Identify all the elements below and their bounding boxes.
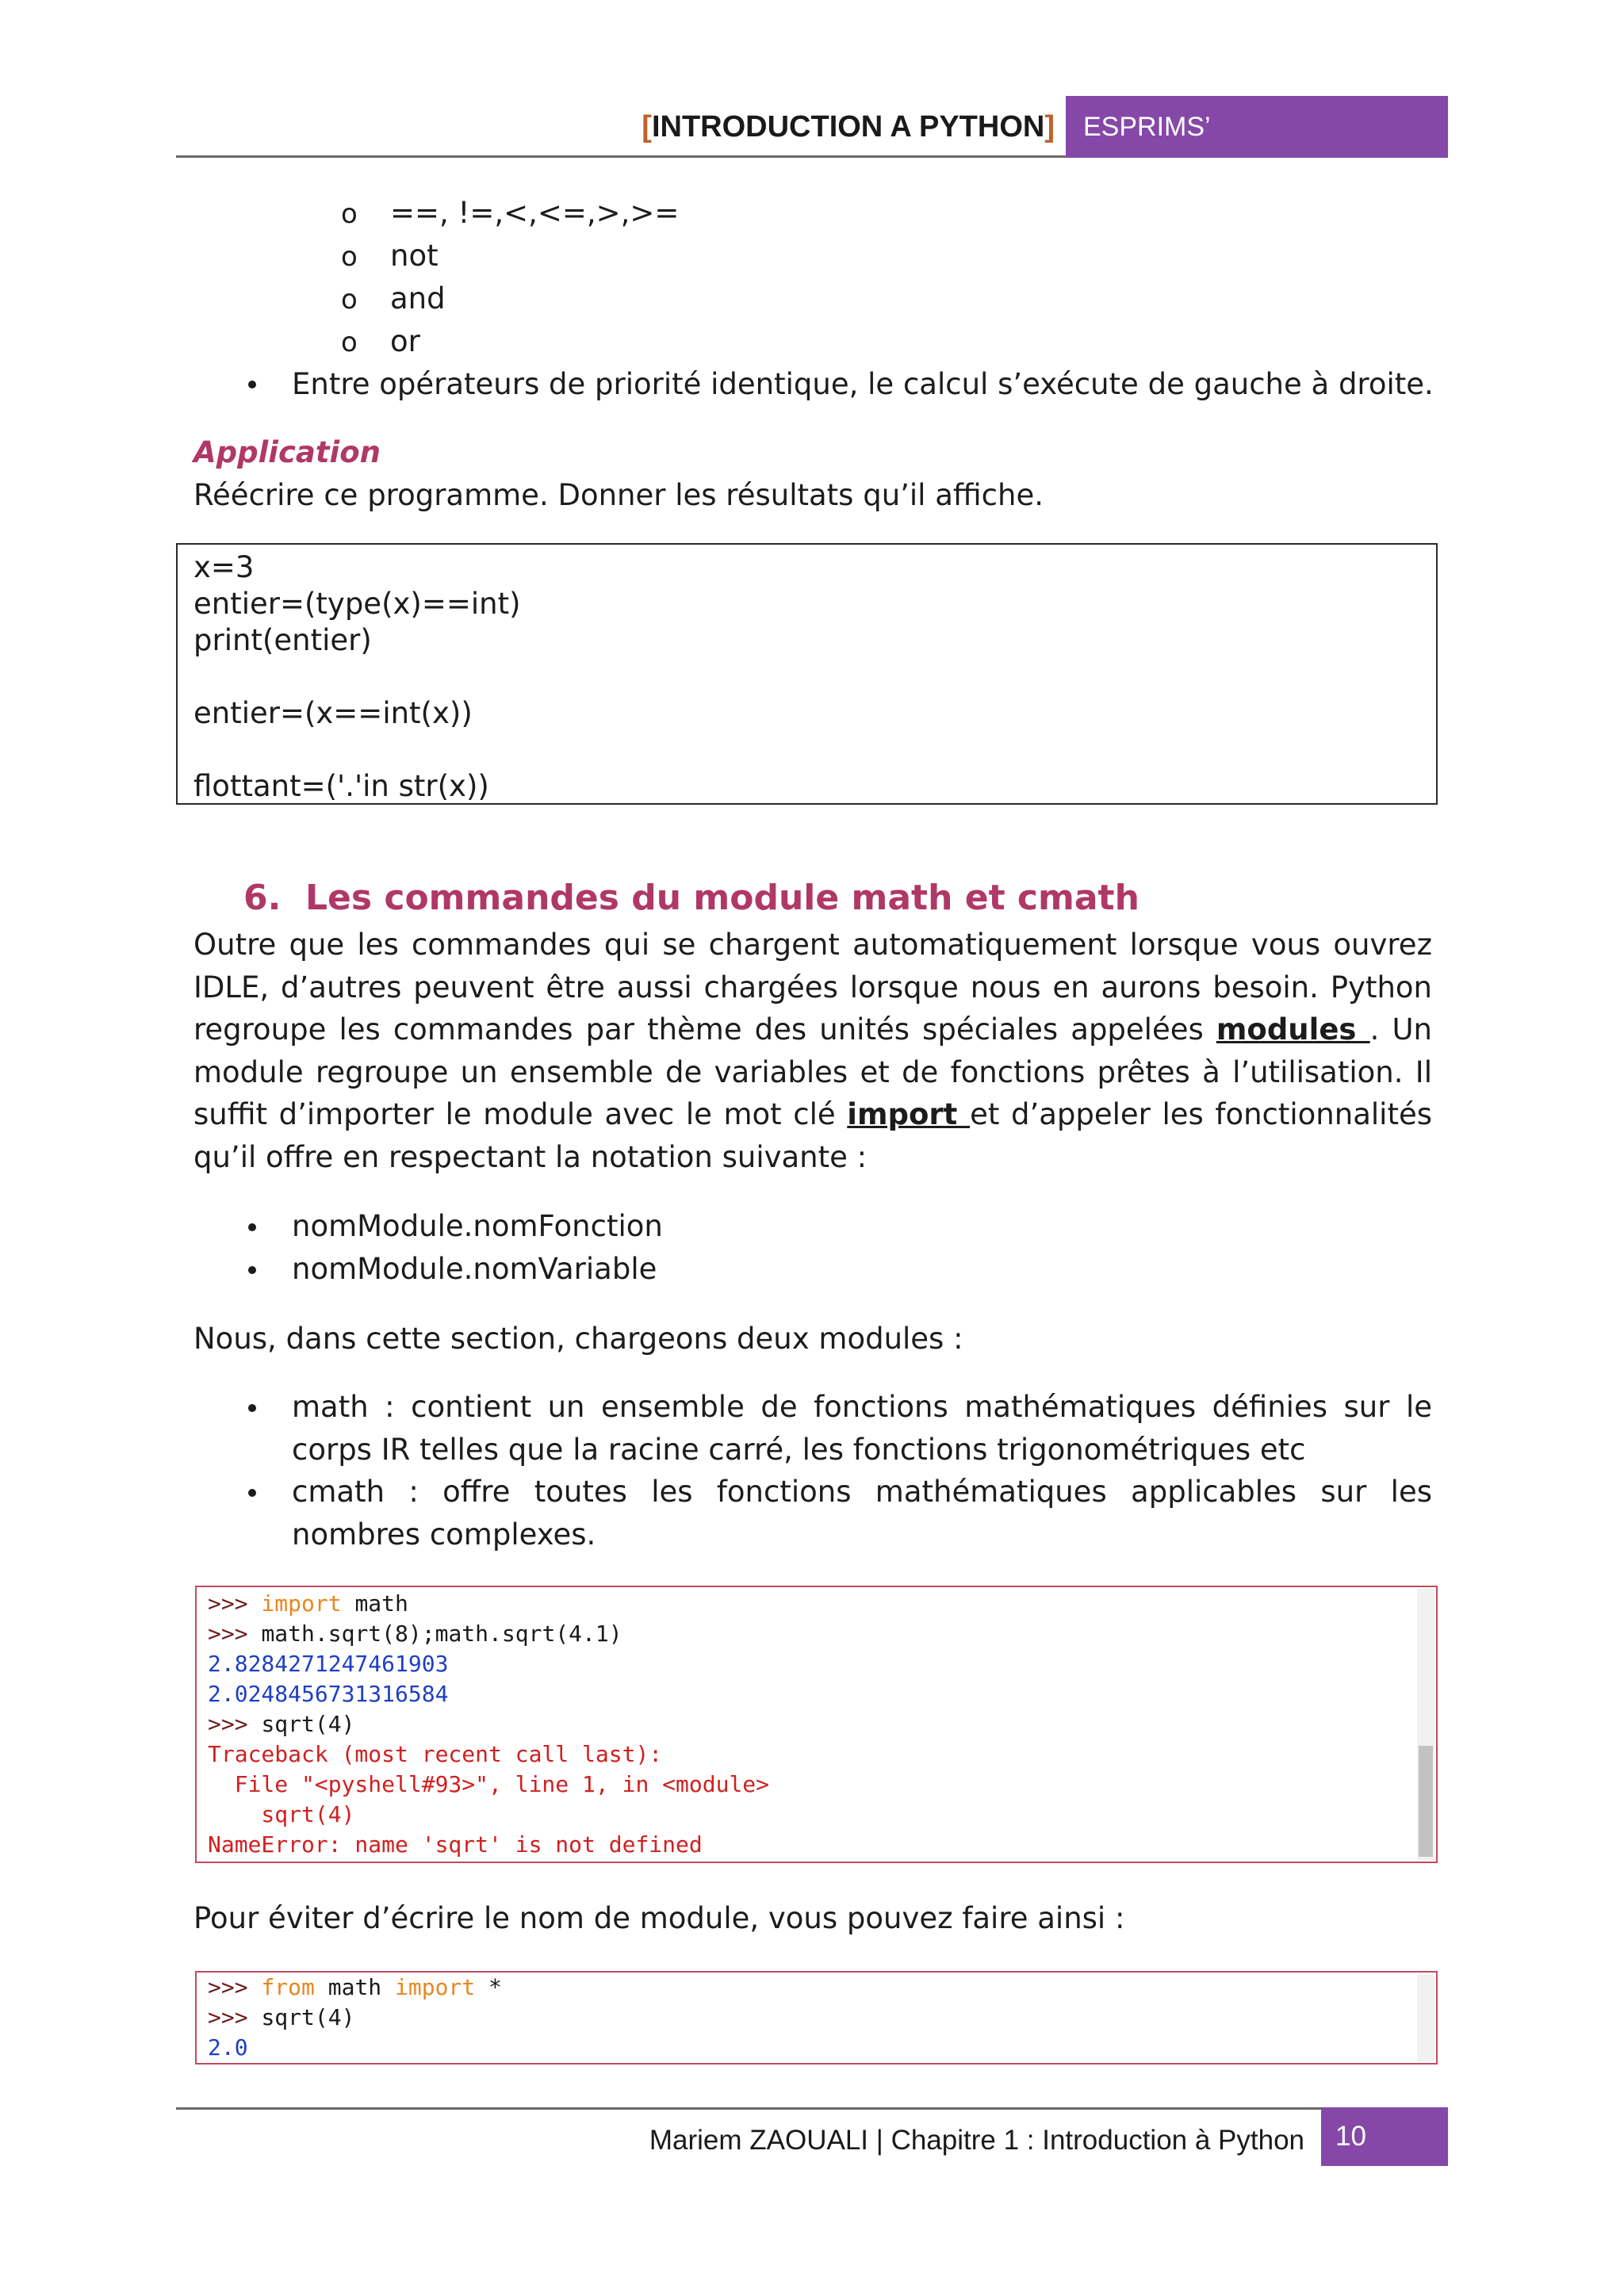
shell-error: sqrt(4) xyxy=(208,1801,355,1827)
shell-error: Traceback (most recent call last): xyxy=(208,1741,663,1767)
shell-prompt: >>> xyxy=(208,1621,262,1647)
shell-prompt: >>> xyxy=(208,2004,262,2030)
page-number: 10 xyxy=(1321,2107,1448,2166)
running-header-title xyxy=(642,108,1055,146)
bullet-icon xyxy=(248,1404,256,1412)
circle-bullet-icon: o xyxy=(341,198,358,230)
circle-bullet-icon: o xyxy=(341,284,358,316)
shell-scrollbar[interactable] xyxy=(1417,1974,1434,2061)
shell-output: 2.0248456731316584 xyxy=(208,1681,449,1707)
application-heading: Application xyxy=(193,435,381,469)
shell-output: 2.8284271247461903 xyxy=(208,1651,449,1677)
intro-paragraph xyxy=(193,924,1432,1178)
section-title: Les commandes du module math et cmath xyxy=(304,878,1139,918)
operator-item: ==, !=,<,<=,>,>= xyxy=(390,196,680,230)
program-line: entier=(type(x)==int) xyxy=(193,587,521,621)
shell-scrollbar-thumb[interactable] xyxy=(1419,1746,1433,1857)
header-brand-band: ESPRIMS’ xyxy=(1066,96,1448,158)
shell-code: sqrt(4) xyxy=(261,1711,355,1737)
intro-text-1: Outre que les commandes qui se chargent automatiquement lorsque vous ouvrez IDLE, d’autres peuvent être aussi chargées lorsque nous en aurons besoin. Python regroupe les commandes par thème des unités spéciales appelées xyxy=(193,928,1432,1047)
operator-item: or xyxy=(390,324,420,358)
circle-bullet-icon: o xyxy=(341,241,358,273)
program-line: flottant=('.'in str(x)) xyxy=(193,769,489,803)
shell-code: sqrt(4) xyxy=(261,2004,355,2030)
module-item-math: math : contient un ensemble de fonctions mathématiques définies sur le corps IR telles que la racine carré, les fonctions trigonométriques etc xyxy=(292,1390,1432,1467)
shell-keyword: import xyxy=(261,1590,342,1617)
application-instruction: Réécrire ce programme. Donner les résultats qu’il affiche. xyxy=(193,478,1044,512)
bullet-icon xyxy=(248,1266,256,1274)
shell-prompt: >>> xyxy=(208,1974,262,2000)
bullet-icon xyxy=(248,381,256,388)
intro-text-3: et d’appeler les fonctionnalités qu’il offre en respectant la notation suivante : xyxy=(193,1097,1432,1174)
header-bracket-open: [ xyxy=(642,110,652,144)
avoid-module-text: Pour éviter d’écrire le nom de module, vous pouvez faire ainsi : xyxy=(193,1901,1125,1935)
shell-code: math xyxy=(314,1974,396,2000)
program-line: x=3 xyxy=(193,550,255,584)
shell-code: math.sqrt(8);math.sqrt(4.1) xyxy=(261,1621,622,1647)
modules-intro: Nous, dans cette section, chargeons deux modules : xyxy=(193,1322,963,1356)
shell-output: 2.0 xyxy=(208,2034,248,2061)
program-box xyxy=(176,543,1438,805)
shell-keyword: from xyxy=(261,1974,315,2000)
program-line: print(entier) xyxy=(193,623,372,657)
shell-line xyxy=(208,2003,354,2033)
circle-bullet-icon: o xyxy=(341,327,358,358)
idle-shell-import-math xyxy=(195,1586,1438,1863)
operator-item: and xyxy=(390,281,446,316)
shell-error: NameError: name 'sqrt' is not defined xyxy=(208,1831,703,1858)
shell-line xyxy=(208,1619,622,1649)
shell-code: * xyxy=(475,1974,502,2000)
keyword-import: import xyxy=(847,1097,971,1131)
shell-line xyxy=(208,1709,354,1739)
shell-prompt: >>> xyxy=(208,1590,262,1617)
shell-code: math xyxy=(341,1590,408,1617)
header-bracket-close: ] xyxy=(1044,110,1055,144)
bullet-icon xyxy=(248,1223,256,1231)
shell-line xyxy=(208,1589,408,1619)
shell-prompt: >>> xyxy=(208,1711,262,1737)
section-number: 6. xyxy=(243,878,282,918)
shell-error: File "<pyshell#93>", line 1, in <module> xyxy=(208,1771,770,1797)
footer-text: Mariem ZAOUALI | Chapitre 1 : Introduction à Python xyxy=(649,2125,1304,2156)
section-heading xyxy=(243,874,1139,922)
bullet-icon xyxy=(248,1489,256,1497)
priority-note: Entre opérateurs de priorité identique, le calcul s’exécute de gauche à droite. xyxy=(292,367,1434,401)
notation-item: nomModule.nomVariable xyxy=(292,1252,657,1286)
header-title-text: INTRODUCTION A PYTHON xyxy=(651,110,1045,144)
notation-item: nomModule.nomFonction xyxy=(292,1209,663,1243)
program-line: entier=(x==int(x)) xyxy=(193,696,473,730)
keyword-modules: modules xyxy=(1216,1012,1370,1047)
header-rule xyxy=(176,155,1066,158)
module-item-cmath: cmath : offre toutes les fonctions mathématiques applicables sur les nombres complexes. xyxy=(292,1475,1432,1552)
operator-item: not xyxy=(390,239,439,273)
shell-keyword: import xyxy=(395,1974,476,2000)
idle-shell-from-import xyxy=(195,1971,1438,2064)
footer-rule xyxy=(176,2107,1321,2110)
intro-text-2: . Un module regroupe un ensemble de variables et de fonctions prêtes à l’utilisation. Il suffit d’importer le module avec le mot clé xyxy=(193,1012,1433,1131)
shell-line xyxy=(208,1973,502,2003)
